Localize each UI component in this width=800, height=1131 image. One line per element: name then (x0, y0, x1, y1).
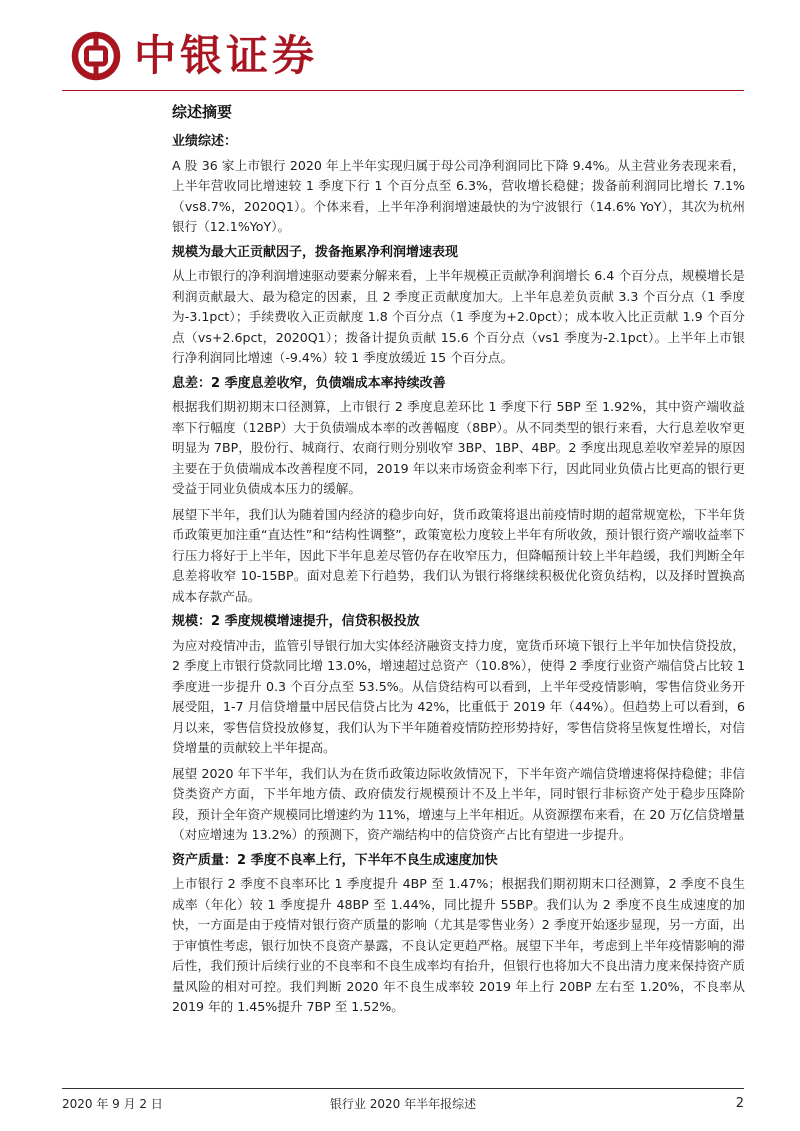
paragraph: 展望下半年，我们认为随着国内经济的稳步向好，货币政策将退出前疫情时期的超常规宽松，下半年货币政策更加注重“直达性”和“结构性调整”，政策宽松力度较上半年有所收敛，预计银行资产端收益率下行压力将好于上半年，因此下半年息差尽管仍存在收窄压力，但降幅预计较上半年趋缓，我们判断全年息差将收窄 10-15BP。面对息差下行趋势，我们认为银行将继续积极优化资负结构，以及择时置换高成本存款产品。 (172, 506, 745, 604)
summary-content (172, 101, 745, 1023)
section-heading-asset-quality: 资产质量：2 季度不良率上行，下半年不良生成速度加快 (172, 852, 498, 868)
page-header (70, 28, 318, 84)
section-heading-net-interest-margin: 息差：2 季度息差收窄，负债端成本率持续改善 (172, 375, 446, 391)
paragraph: A 股 36 家上市银行 2020 年上半年实现归属于母公司净利润同比下降 9.4%。从主营业务表现来看，上半年营收同比增速较 1 季度下行 1 个百分点至 6.3%，营收增长稳健；拨备前利润同比增长 7.1%（vs8.7%，2020Q1）。个体来看，上半年净利润增速最快的为宁波银行（14.6% YoY），其次为杭州银行（12.1%YoY）。 (172, 157, 745, 234)
header-divider (62, 90, 744, 91)
section-heading-scale: 规模：2 季度规模增速提升，信贷积极投放 (172, 614, 420, 629)
page-title: 综述摘要 (172, 103, 233, 121)
section-heading-performance: 业绩综述： (172, 134, 238, 149)
paragraph: 为应对疫情冲击，监管引导银行加大实体经济融资支持力度，宽货币环境下银行上半年加快信贷投放，2 季度上市银行贷款同比增 13.0%，增速超过总资产（10.8%），使得 2 季度行业资产端信贷占比较 1 季度进一步提升 0.3 个百分点至 53.5%。从信贷结构可以看到，上半年受疫情影响，零售信贷业务开展受阻，1-7 月信贷增量中居民信贷占比为 42%，比重低于 2019 年（44%）。但趋势上可以看到，6 月以来，零售信贷投放修复，我们认为下半年随着疫情防控形势持好，零售信贷将呈恢复性增长，对信贷增量的贡献较上半年提高。 (172, 637, 745, 755)
section-heading-profit-drivers: 规模为最大正贡献因子，拨备拖累净利润增速表现 (172, 244, 459, 260)
footer-date: 2020 年 9 月 2 日 (62, 1097, 163, 1111)
page-number: 2 (735, 1096, 744, 1111)
paragraph: 展望 2020 年下半年，我们认为在货币政策边际收敛情况下，下半年资产端信贷增速将保持稳健；非信贷类资产方面，下半年地方债、政府债发行规模预计不及上半年，同时银行非标资产处于稳步压降阶段，预计全年资产规模同比增速约为 11%，增速与上半年相近。从资源摆布来看，在 20 万亿信贷增量（对应增速为 13.2%）的预测下，资产端结构中的信贷资产占比有望进一步提升。 (172, 765, 745, 842)
brand-name: 中银证券 (134, 31, 319, 80)
footer-divider (62, 1088, 744, 1089)
paragraph: 从上市银行的净利润增速驱动要素分解来看，上半年规模正贡献净利润增长 6.4 个百分点，规模增长是利润贡献最大、最为稳定的因素，且 2 季度正贡献度加大。上半年息差负贡献 3.3 个百分点（1 季度为-3.1pct）；手续费收入正贡献度 1.8 个百分点（1 季度为+2.0pct）；成本收入比正贡献 1.9 个百分点（vs+2.6pct，2020Q1）；拨备计提负贡献 15.6 个百分点（vs1 季度为-2.1pct）。上半年上市银行净利润同比增速（-9.4%）较 1 季度放缓近 15 个百分点。 (172, 268, 745, 365)
bank-of-china-logo-icon (70, 30, 122, 82)
page-footer (62, 1094, 744, 1114)
paragraph: 上市银行 2 季度不良率环比 1 季度提升 4BP 至 1.47%；根据我们期初期末口径测算，2 季度不良生成率（年化）较 1 季度提升 48BP 至 1.44%，同比提升 55BP。我们认为 2 季度不良生成速度的加快，一方面是由于疫情对银行资产质量的影响（尤其是零售业务）2 季度开始逐步显现，另一方面，出于审慎性考虑，银行加快不良资产暴露，不良认定更趋严格。展望下半年，考虑到上半年疫情影响的滞后性，我们预计后续行业的不良率和不良生成率均有抬升，但银行也将加大不良出清力度来保持资产质量风险的相对可控。我们判断 2020 年不良生成率较 2019 年上行 20BP 左右至 1.20%，不良率从 2019 年的 1.45%提升 7BP 至 1.52%。 (172, 876, 745, 1014)
footer-report-title: 银行业 2020 年半年报综述 (329, 1097, 477, 1111)
paragraph: 根据我们期初期末口径测算，上市银行 2 季度息差环比 1 季度下行 5BP 至 1.92%，其中资产端收益率下行幅度（12BP）大于负债端成本率的改善幅度（8BP）。从不同类型的银行来看，大行息差收窄更明显为 7BP，股份行、城商行、农商行则分别收窄 3BP、1BP、4BP。2 季度出现息差收窄差异的原因主要在于负债端成本改善程度不同，2019 年以来市场资金利率下行，因此同业负债占比更高的银行更受益于同业负债成本压力的缓解。 (172, 399, 745, 496)
